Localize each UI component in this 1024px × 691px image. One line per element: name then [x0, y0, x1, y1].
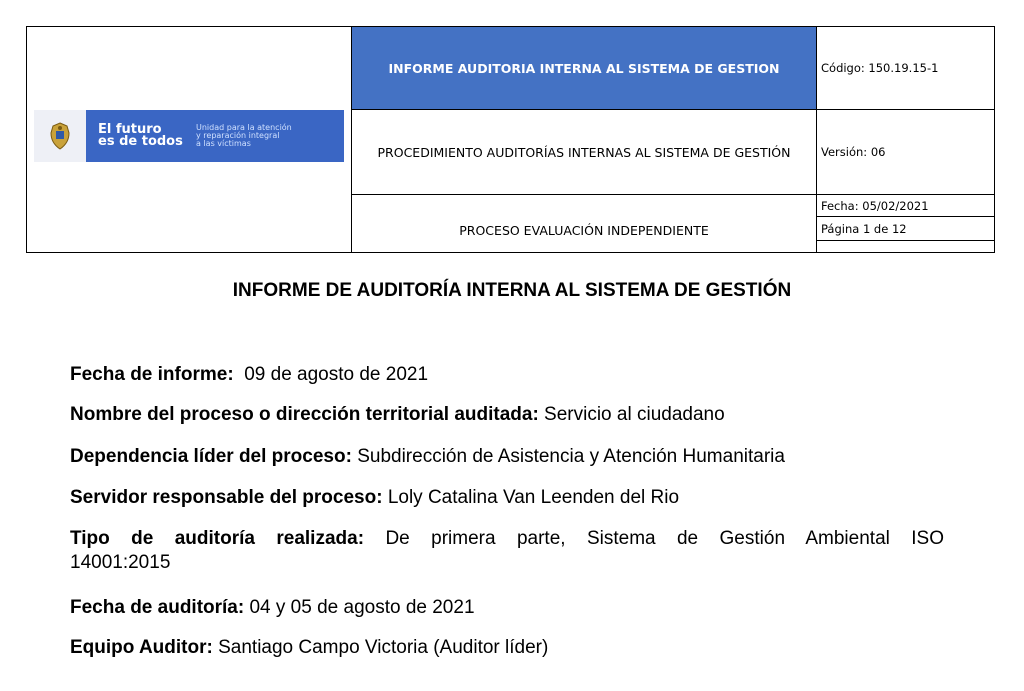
report-title-cell: INFORME AUDITORIA INTERNA AL SISTEMA DE GESTION — [352, 27, 817, 110]
institution-logo — [34, 110, 344, 162]
logo-sub-text: Unidad para la atención y reparación integral a las víctimas — [196, 123, 292, 148]
field-audit-type — [70, 528, 944, 550]
page-cell: Página 1 de 12 — [817, 217, 994, 241]
field-audit-date — [70, 597, 944, 619]
field-value: Loly Catalina Van Leenden del Rio — [387, 487, 680, 508]
field-label: Equipo Auditor: — [70, 637, 213, 658]
procedure-cell: PROCEDIMIENTO AUDITORÍAS INTERNAS AL SISTEMA DE GESTIÓN — [352, 110, 817, 195]
field-value: Servicio al ciudadano — [544, 404, 725, 425]
logo-main-text: El futuro es de todos — [98, 122, 183, 149]
version-cell: Versión: 06 — [817, 110, 994, 195]
field-label: Servidor responsable del proceso: — [70, 487, 383, 508]
date-cell: Fecha: 05/02/2021 — [817, 195, 994, 217]
field-value: De primera parte, Sistema de Gestión Ambiental ISO — [385, 528, 944, 549]
field-responsible — [70, 487, 944, 509]
field-value: 14001:2015 — [70, 552, 171, 573]
logo-cell — [27, 27, 352, 252]
process-cell: PROCESO EVALUACIÓN INDEPENDIENTE — [352, 195, 817, 252]
code-cell: Código: 150.19.15-1 — [817, 27, 994, 110]
field-value: Santiago Campo Victoria (Auditor líder) — [218, 637, 549, 658]
field-value: Subdirección de Asistencia y Atención Humanitaria — [357, 446, 785, 467]
field-process-name — [70, 404, 944, 426]
field-label: Fecha de auditoría: — [70, 597, 245, 618]
logo-banner — [86, 110, 344, 162]
field-lead-dependency — [70, 446, 944, 468]
field-label: Nombre del proceso o dirección territorial auditada: — [70, 404, 539, 425]
document-title: INFORME DE AUDITORÍA INTERNA AL SISTEMA DE GESTIÓN — [232, 280, 792, 301]
field-audit-team — [70, 637, 944, 659]
field-value: 09 de agosto de 2021 — [244, 364, 429, 385]
field-label: Fecha de informe: — [70, 364, 234, 385]
field-label: Dependencia líder del proceso: — [70, 446, 352, 467]
coat-of-arms-icon — [34, 110, 86, 162]
field-audit-type-continued — [70, 552, 944, 574]
document-header-table — [26, 26, 995, 253]
field-label: Tipo de auditoría realizada: — [70, 528, 365, 549]
field-value: 04 y 05 de agosto de 2021 — [249, 597, 475, 618]
field-report-date — [70, 364, 944, 386]
